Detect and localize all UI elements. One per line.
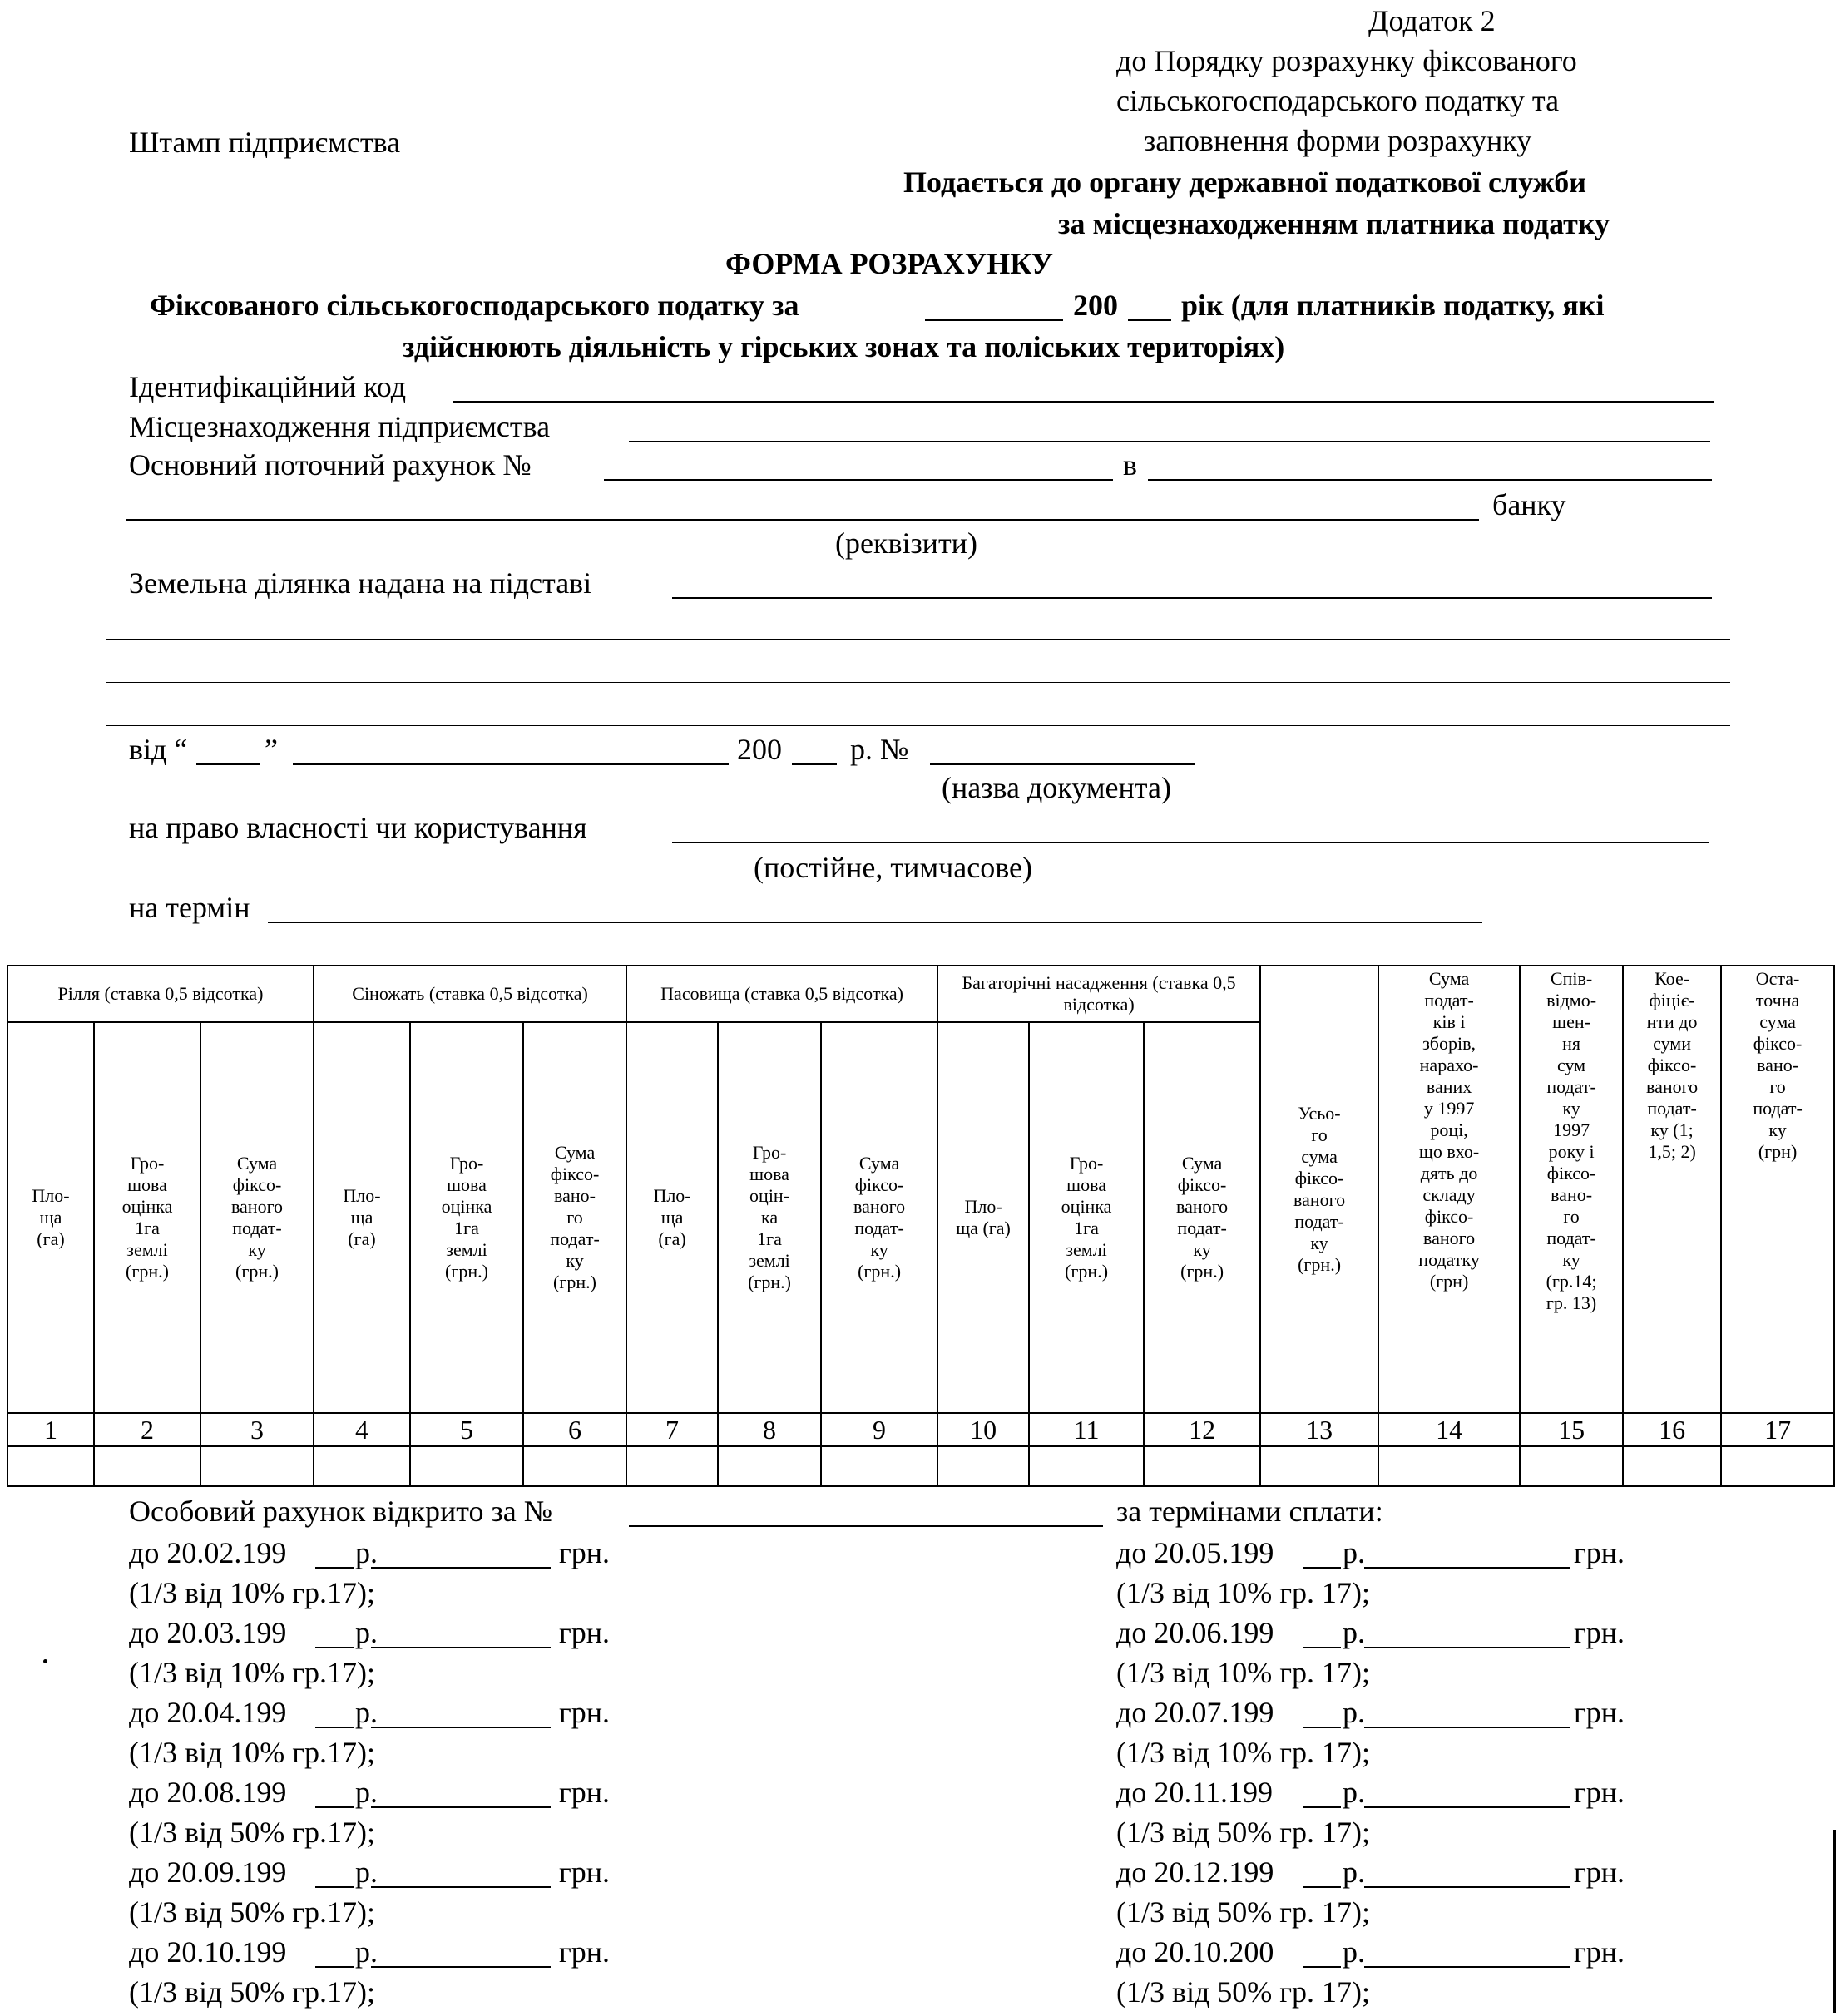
payment-note: (1/3 від 10% гр. 17); (1116, 1656, 1371, 1689)
data-cell-col-17[interactable] (1721, 1446, 1834, 1486)
column-number-13: 13 (1260, 1413, 1378, 1446)
column-number-2: 2 (94, 1413, 200, 1446)
header-line: подат- (1647, 1098, 1697, 1119)
payment-year-suffix: р. (1343, 1536, 1365, 1569)
payment-note: (1/3 від 10% гр.17); (129, 1736, 376, 1769)
payment-currency: грн. (559, 1776, 611, 1809)
header-line: фіксо- (1424, 1206, 1474, 1227)
payment-currency: грн. (559, 1616, 611, 1649)
header-line: ку (870, 1239, 888, 1260)
column-number-9: 9 (821, 1413, 937, 1446)
payment-terms-label: за термінами сплати: (1116, 1495, 1383, 1528)
header-line: гр. 13) (1546, 1292, 1597, 1313)
header-line: (грн.) (235, 1261, 279, 1282)
header-line: точна (1755, 990, 1800, 1010)
header-line: шова (127, 1174, 167, 1195)
header-line: ваних (1426, 1076, 1472, 1097)
ownership-field[interactable] (672, 842, 1709, 843)
payment-currency: грн. (559, 1696, 611, 1729)
payment-note: (1/3 від 50% гр. 17); (1116, 1816, 1371, 1849)
land-basis-line-2[interactable] (106, 639, 1730, 640)
header-line: землі (749, 1250, 790, 1271)
payment-year-field[interactable] (1303, 1886, 1341, 1888)
col-header-2 (94, 1022, 200, 1413)
payment-amount-field[interactable] (371, 1727, 551, 1728)
account-field[interactable] (604, 479, 1113, 481)
payment-year-field[interactable] (1303, 1806, 1341, 1808)
payment-year-suffix: р. (1343, 1616, 1365, 1649)
header-line: подат- (550, 1228, 600, 1249)
payment-date: до 20.04.199 (129, 1696, 287, 1729)
header-line: землі (1066, 1239, 1107, 1260)
payment-date: до 20.03.199 (129, 1616, 287, 1649)
header-line: оцін- (749, 1185, 790, 1206)
column-number-6: 6 (523, 1413, 626, 1446)
payment-note: (1/3 від 10% гр. 17); (1116, 1736, 1371, 1769)
col-header-1 (7, 1022, 94, 1413)
payment-year-field[interactable] (315, 1727, 354, 1728)
header-line: (грн.) (445, 1261, 488, 1282)
header-line: 1га (454, 1218, 479, 1238)
data-cell-col-16[interactable] (1623, 1446, 1721, 1486)
payment-note: (1/3 від 50% гр.17); (129, 1816, 376, 1849)
payment-currency: грн. (1574, 1935, 1625, 1969)
appendix-line-4: заповнення форми розрахунку (1144, 124, 1532, 157)
land-basis-line-3[interactable] (106, 682, 1730, 683)
doc-number-label: р. № (850, 733, 909, 766)
title-year-200: 200 (1073, 289, 1118, 322)
payment-year-field[interactable] (315, 1567, 354, 1569)
payment-currency: грн. (1574, 1536, 1625, 1569)
title-line-1a: Фіксованого сільськогосподарського податку за (150, 289, 799, 322)
doc-name-caption: (назва документа) (942, 771, 1171, 804)
payment-note: (1/3 від 50% гр.17); (129, 1895, 376, 1929)
column-number-11: 11 (1029, 1413, 1144, 1446)
header-line: фіксо- (1294, 1168, 1344, 1188)
col-header-12 (1144, 1022, 1260, 1413)
column-number-16: 16 (1623, 1413, 1721, 1446)
id-code-field[interactable] (453, 401, 1714, 403)
payment-note: (1/3 від 10% гр.17); (129, 1576, 376, 1609)
id-code-label: Ідентифікаційний код (129, 370, 407, 403)
header-line: го (566, 1207, 583, 1228)
header-line: сума (1759, 1011, 1796, 1032)
title-line-2: здійснюють діяльність у гірських зонах та поліських територіях) (403, 330, 1285, 363)
payment-year-suffix: р. (355, 1536, 378, 1569)
term-field[interactable] (268, 922, 1482, 923)
data-cell-col-7[interactable] (626, 1446, 718, 1486)
header-line: 1га (1074, 1218, 1099, 1238)
header-line: Оста- (1755, 968, 1800, 989)
enterprise-stamp-label: Штамп підприємства (129, 126, 401, 159)
data-cell-col-3[interactable] (200, 1446, 314, 1486)
group-header-sinozhat: Сіножать (ставка 0,5 відсотка) (314, 966, 626, 1022)
header-line: вано- (554, 1185, 596, 1206)
payment-amount-field[interactable] (1364, 1567, 1570, 1569)
header-line: подат- (854, 1218, 904, 1238)
column-number-12: 12 (1144, 1413, 1260, 1446)
payment-amount-field[interactable] (371, 1966, 551, 1968)
data-cell-col-8[interactable] (718, 1446, 821, 1486)
group-header-rillia: Рілля (ставка 0,5 відсотка) (7, 966, 314, 1022)
header-line: складу (1422, 1184, 1476, 1205)
header-line: Гро- (130, 1153, 165, 1174)
data-cell-col-4[interactable] (314, 1446, 410, 1486)
payment-year-suffix: р. (1343, 1696, 1365, 1729)
payment-date: до 20.08.199 (129, 1776, 287, 1809)
requisites-caption: (реквізити) (835, 526, 977, 560)
payment-year-suffix: р. (1343, 1776, 1365, 1809)
header-line: ка (760, 1207, 779, 1228)
header-line: землі (126, 1239, 168, 1260)
header-line: ща (350, 1207, 373, 1228)
header-line: Пло- (32, 1185, 70, 1206)
scan-dot (43, 1659, 47, 1663)
header-line: (грн.) (858, 1261, 902, 1282)
header-line: що вхо- (1418, 1141, 1480, 1162)
group-header-pasovyshcha: Пасовища (ставка 0,5 відсотка) (626, 966, 937, 1022)
col-header-8 (718, 1022, 821, 1413)
personal-account-label: Особовий рахунок відкрито за № (129, 1495, 553, 1528)
data-cell-col-9[interactable] (821, 1446, 937, 1486)
header-line: фіксо- (550, 1164, 600, 1184)
header-line: оцінка (441, 1196, 492, 1217)
header-line: року і (1548, 1141, 1595, 1162)
payment-year-suffix: р. (355, 1776, 378, 1809)
header-line: у 1997 (1423, 1098, 1475, 1119)
header-line: оцінка (121, 1196, 173, 1217)
payment-amount-field[interactable] (371, 1886, 551, 1888)
col-header-10 (937, 1022, 1029, 1413)
bank-details-field[interactable] (126, 519, 1479, 521)
header-line: Сума (858, 1153, 900, 1174)
column-number-14: 14 (1378, 1413, 1520, 1446)
header-line: (грн.) (1180, 1261, 1224, 1282)
header-line: фіксо- (854, 1174, 904, 1195)
header-line: ща (39, 1207, 62, 1228)
header-line: фіксо- (232, 1174, 282, 1195)
data-cell-col-13[interactable] (1260, 1446, 1378, 1486)
year-blank-2[interactable] (1128, 319, 1171, 321)
header-line: (грн.) (748, 1272, 792, 1292)
header-line: Сума (554, 1142, 596, 1163)
col-header-6 (523, 1022, 626, 1413)
header-line: податку (1418, 1249, 1480, 1270)
payment-year-field[interactable] (1303, 1727, 1341, 1728)
land-basis-label: Земельна ділянка надана на підставі (129, 566, 592, 600)
col-header-7 (626, 1022, 718, 1413)
header-line: Гро- (449, 1153, 484, 1174)
header-line: 1га (135, 1218, 160, 1238)
header-line: (грн) (1758, 1141, 1798, 1162)
data-cell-col-12[interactable] (1144, 1446, 1260, 1486)
doc-year-200: 200 (737, 733, 782, 766)
location-field[interactable] (629, 441, 1710, 442)
header-line: ку (1562, 1249, 1580, 1270)
header-line: Сума (236, 1153, 278, 1174)
payment-date: до 20.05.199 (1116, 1536, 1274, 1569)
data-cell-col-10[interactable] (937, 1446, 1029, 1486)
header-line: подат- (1546, 1076, 1596, 1097)
col-header-5 (410, 1022, 523, 1413)
ownership-label: на право власності чи користування (129, 811, 587, 844)
payment-currency: грн. (1574, 1616, 1625, 1649)
header-line: Пло- (964, 1196, 1002, 1217)
payment-date: до 20.07.199 (1116, 1696, 1274, 1729)
header-line: подат- (1546, 1228, 1596, 1248)
payment-date: до 20.06.199 (1116, 1616, 1274, 1649)
header-line: Сума (1428, 968, 1470, 989)
payment-currency: грн. (1574, 1696, 1625, 1729)
header-line: сума (1301, 1146, 1338, 1167)
col-header-16 (1623, 966, 1721, 1413)
ownership-type-caption: (постійне, тимчасове) (754, 851, 1032, 884)
column-number-row (7, 1413, 1834, 1446)
appendix-number: Додаток 2 (1368, 4, 1496, 37)
from-close-quote: ” (265, 733, 278, 766)
payment-amount-field[interactable] (1364, 1806, 1570, 1808)
payment-currency: грн. (559, 1536, 611, 1569)
payment-currency: грн. (1574, 1776, 1625, 1809)
payment-date: до 20.11.199 (1116, 1776, 1273, 1809)
payment-date: до 20.10.199 (129, 1935, 287, 1969)
header-line: Гро- (1069, 1153, 1104, 1174)
in-label: в (1123, 448, 1137, 482)
column-number-17: 17 (1721, 1413, 1834, 1446)
payment-amount-field[interactable] (371, 1647, 551, 1648)
appendix-line-3: сільськогосподарського податку та (1116, 84, 1560, 117)
header-line: оцінка (1061, 1196, 1112, 1217)
header-line: ваного (853, 1196, 906, 1217)
header-line: фіксо- (1177, 1174, 1227, 1195)
payment-note: (1/3 від 10% гр.17); (129, 1656, 376, 1689)
year-blank-1[interactable] (925, 319, 1063, 321)
header-line: 1,5; 2) (1648, 1141, 1696, 1162)
col-header-14 (1378, 966, 1520, 1413)
header-line: (га) (37, 1228, 65, 1249)
header-line: Пло- (653, 1185, 691, 1206)
bank-name-field[interactable] (1148, 479, 1712, 481)
header-line: ня (1562, 1033, 1581, 1054)
header-line: (грн) (1429, 1271, 1469, 1292)
header-line: Пло- (343, 1185, 381, 1206)
payment-year-field[interactable] (1303, 1966, 1341, 1968)
header-line: подат- (1424, 990, 1474, 1010)
header-line: ку (1562, 1098, 1580, 1119)
header-line: го (1563, 1206, 1580, 1227)
payment-year-field[interactable] (315, 1647, 354, 1648)
payment-year-field[interactable] (315, 1886, 354, 1888)
header-line: 1997 (1553, 1119, 1590, 1140)
header-line: ща (660, 1207, 684, 1228)
header-line: ку (1768, 1119, 1787, 1140)
payment-currency: грн. (559, 1855, 611, 1889)
data-cell-col-1[interactable] (7, 1446, 94, 1486)
header-line: фіксо- (1546, 1163, 1596, 1183)
data-cell-col-2[interactable] (94, 1446, 200, 1486)
column-number-10: 10 (937, 1413, 1029, 1446)
header-line: суми (1653, 1033, 1691, 1054)
payment-year-suffix: р. (355, 1855, 378, 1889)
data-cell-col-14[interactable] (1378, 1446, 1520, 1486)
col-header-17 (1721, 966, 1834, 1413)
header-line: зборів, (1422, 1033, 1476, 1054)
header-line: фіксо- (1753, 1033, 1803, 1054)
header-line: ку (1310, 1233, 1328, 1253)
payment-note: (1/3 від 10% гр. 17); (1116, 1576, 1371, 1609)
column-number-15: 15 (1520, 1413, 1623, 1446)
header-line: фіціє- (1649, 990, 1695, 1010)
header-line: нарахо- (1419, 1055, 1479, 1075)
col-header-3 (200, 1022, 314, 1413)
tax-calculation-table (7, 965, 1835, 1487)
column-number-5: 5 (410, 1413, 523, 1446)
header-line: вано- (1757, 1055, 1799, 1075)
account-label: Основний поточний рахунок № (129, 448, 532, 482)
payment-note: (1/3 від 50% гр.17); (129, 1975, 376, 2009)
payment-year-suffix: р. (355, 1935, 378, 1969)
header-line: Кое- (1655, 968, 1690, 989)
data-cell-col-6[interactable] (523, 1446, 626, 1486)
header-line: ків і (1432, 1011, 1466, 1032)
col-header-13 (1260, 966, 1378, 1413)
header-line: ваного (1176, 1196, 1229, 1217)
column-number-1: 1 (7, 1413, 94, 1446)
header-line: дять до (1420, 1163, 1478, 1183)
header-line: (грн.) (553, 1272, 596, 1292)
column-number-7: 7 (626, 1413, 718, 1446)
header-line: сум (1557, 1055, 1586, 1075)
payment-amount-field[interactable] (371, 1567, 551, 1569)
submitted-line-1: Подається до органу державної податкової служби (903, 166, 1587, 199)
doc-year-field[interactable] (792, 763, 837, 765)
payment-year-field[interactable] (1303, 1647, 1341, 1648)
title-line-1c: рік (для платників податку, які (1181, 289, 1605, 322)
header-line: Гро- (752, 1142, 787, 1163)
header-line: го (1769, 1076, 1786, 1097)
header-line: землі (446, 1239, 487, 1260)
header-line: ку (1193, 1239, 1211, 1260)
appendix-line-2: до Порядку розрахунку фіксованого (1116, 44, 1577, 77)
land-basis-line-4[interactable] (106, 725, 1730, 726)
header-line: відмо- (1546, 990, 1597, 1010)
column-number-8: 8 (718, 1413, 821, 1446)
header-line: шова (1066, 1174, 1106, 1195)
header-line: вано- (1551, 1184, 1593, 1205)
payment-note: (1/3 від 50% гр. 17); (1116, 1895, 1371, 1929)
header-line: році, (1430, 1119, 1468, 1140)
header-line: фіксо- (1647, 1055, 1697, 1075)
payment-note: (1/3 від 50% гр. 17); (1116, 1975, 1371, 2009)
header-line: (гр.14; (1546, 1271, 1597, 1292)
payment-amount-field[interactable] (1364, 1647, 1570, 1648)
payment-year-suffix: р. (355, 1696, 378, 1729)
payment-year-suffix: р. (1343, 1855, 1365, 1889)
location-label: Місцезнаходження підприємства (129, 410, 551, 443)
payment-date: до 20.12.199 (1116, 1855, 1274, 1889)
header-line: ваного (1646, 1076, 1699, 1097)
col-header-15 (1520, 966, 1623, 1413)
day-field[interactable] (196, 763, 260, 765)
payment-year-suffix: р. (1343, 1935, 1365, 1969)
month-field[interactable] (293, 763, 729, 765)
col-header-11 (1029, 1022, 1144, 1413)
header-line: Спів- (1550, 968, 1593, 989)
form-title: ФОРМА РОЗРАХУНКУ (725, 247, 1054, 280)
payment-date: до 20.10.200 (1116, 1935, 1274, 1969)
header-line: (грн.) (126, 1261, 169, 1282)
data-entry-row (7, 1446, 1834, 1486)
payment-year-field[interactable] (315, 1806, 354, 1808)
payment-date: до 20.02.199 (129, 1536, 287, 1569)
group-header-bahatorichni: Багаторічні насадження (ставка 0,5 відсотка) (937, 966, 1260, 1022)
header-line: подат- (1294, 1211, 1344, 1232)
header-line: Сума (1181, 1153, 1223, 1174)
payment-year-field[interactable] (315, 1966, 354, 1968)
bank-label: банку (1492, 488, 1566, 521)
header-line: (грн.) (1298, 1254, 1342, 1275)
header-line: шова (749, 1164, 789, 1184)
header-line: ку (566, 1250, 584, 1271)
header-line: нти до (1646, 1011, 1698, 1032)
header-line: ваного (230, 1196, 284, 1217)
column-number-3: 3 (200, 1413, 314, 1446)
data-cell-col-15[interactable] (1520, 1446, 1623, 1486)
header-line: подат- (1753, 1098, 1803, 1119)
header-line: (грн.) (1065, 1261, 1109, 1282)
header-line: ща (га) (956, 1218, 1011, 1238)
header-line: ку (1; (1650, 1119, 1694, 1140)
doc-number-field[interactable] (930, 763, 1195, 765)
payment-year-field[interactable] (1303, 1567, 1341, 1569)
personal-account-field[interactable] (629, 1525, 1103, 1527)
header-line: ваного (1423, 1228, 1476, 1248)
header-line: (га) (658, 1228, 686, 1249)
payment-amount-field[interactable] (1364, 1727, 1570, 1728)
header-line: Усьо- (1298, 1103, 1341, 1124)
header-line: подат- (1177, 1218, 1227, 1238)
land-basis-field[interactable] (672, 597, 1712, 599)
column-number-4: 4 (314, 1413, 410, 1446)
page-edge-rule (1833, 1830, 1836, 2013)
payment-amount-field[interactable] (1364, 1966, 1570, 1968)
payment-currency: грн. (1574, 1855, 1625, 1889)
header-line: шова (447, 1174, 487, 1195)
payment-amount-field[interactable] (1364, 1886, 1570, 1888)
payment-year-suffix: р. (355, 1616, 378, 1649)
header-line: ку (248, 1239, 266, 1260)
from-label: від “ (129, 733, 188, 766)
payment-currency: грн. (559, 1935, 611, 1969)
submitted-line-2: за місцезнаходженням платника податку (1058, 207, 1610, 240)
term-label: на термін (129, 891, 250, 924)
header-line: шен- (1552, 1011, 1590, 1032)
payment-date: до 20.09.199 (129, 1855, 287, 1889)
header-line: 1га (757, 1228, 782, 1249)
payment-amount-field[interactable] (371, 1806, 551, 1808)
data-cell-col-5[interactable] (410, 1446, 523, 1486)
data-cell-col-11[interactable] (1029, 1446, 1144, 1486)
header-line: ваного (1293, 1189, 1346, 1210)
col-header-4 (314, 1022, 410, 1413)
header-line: го (1311, 1124, 1328, 1145)
header-line: подат- (232, 1218, 282, 1238)
col-header-9 (821, 1022, 937, 1413)
header-line: (га) (348, 1228, 376, 1249)
